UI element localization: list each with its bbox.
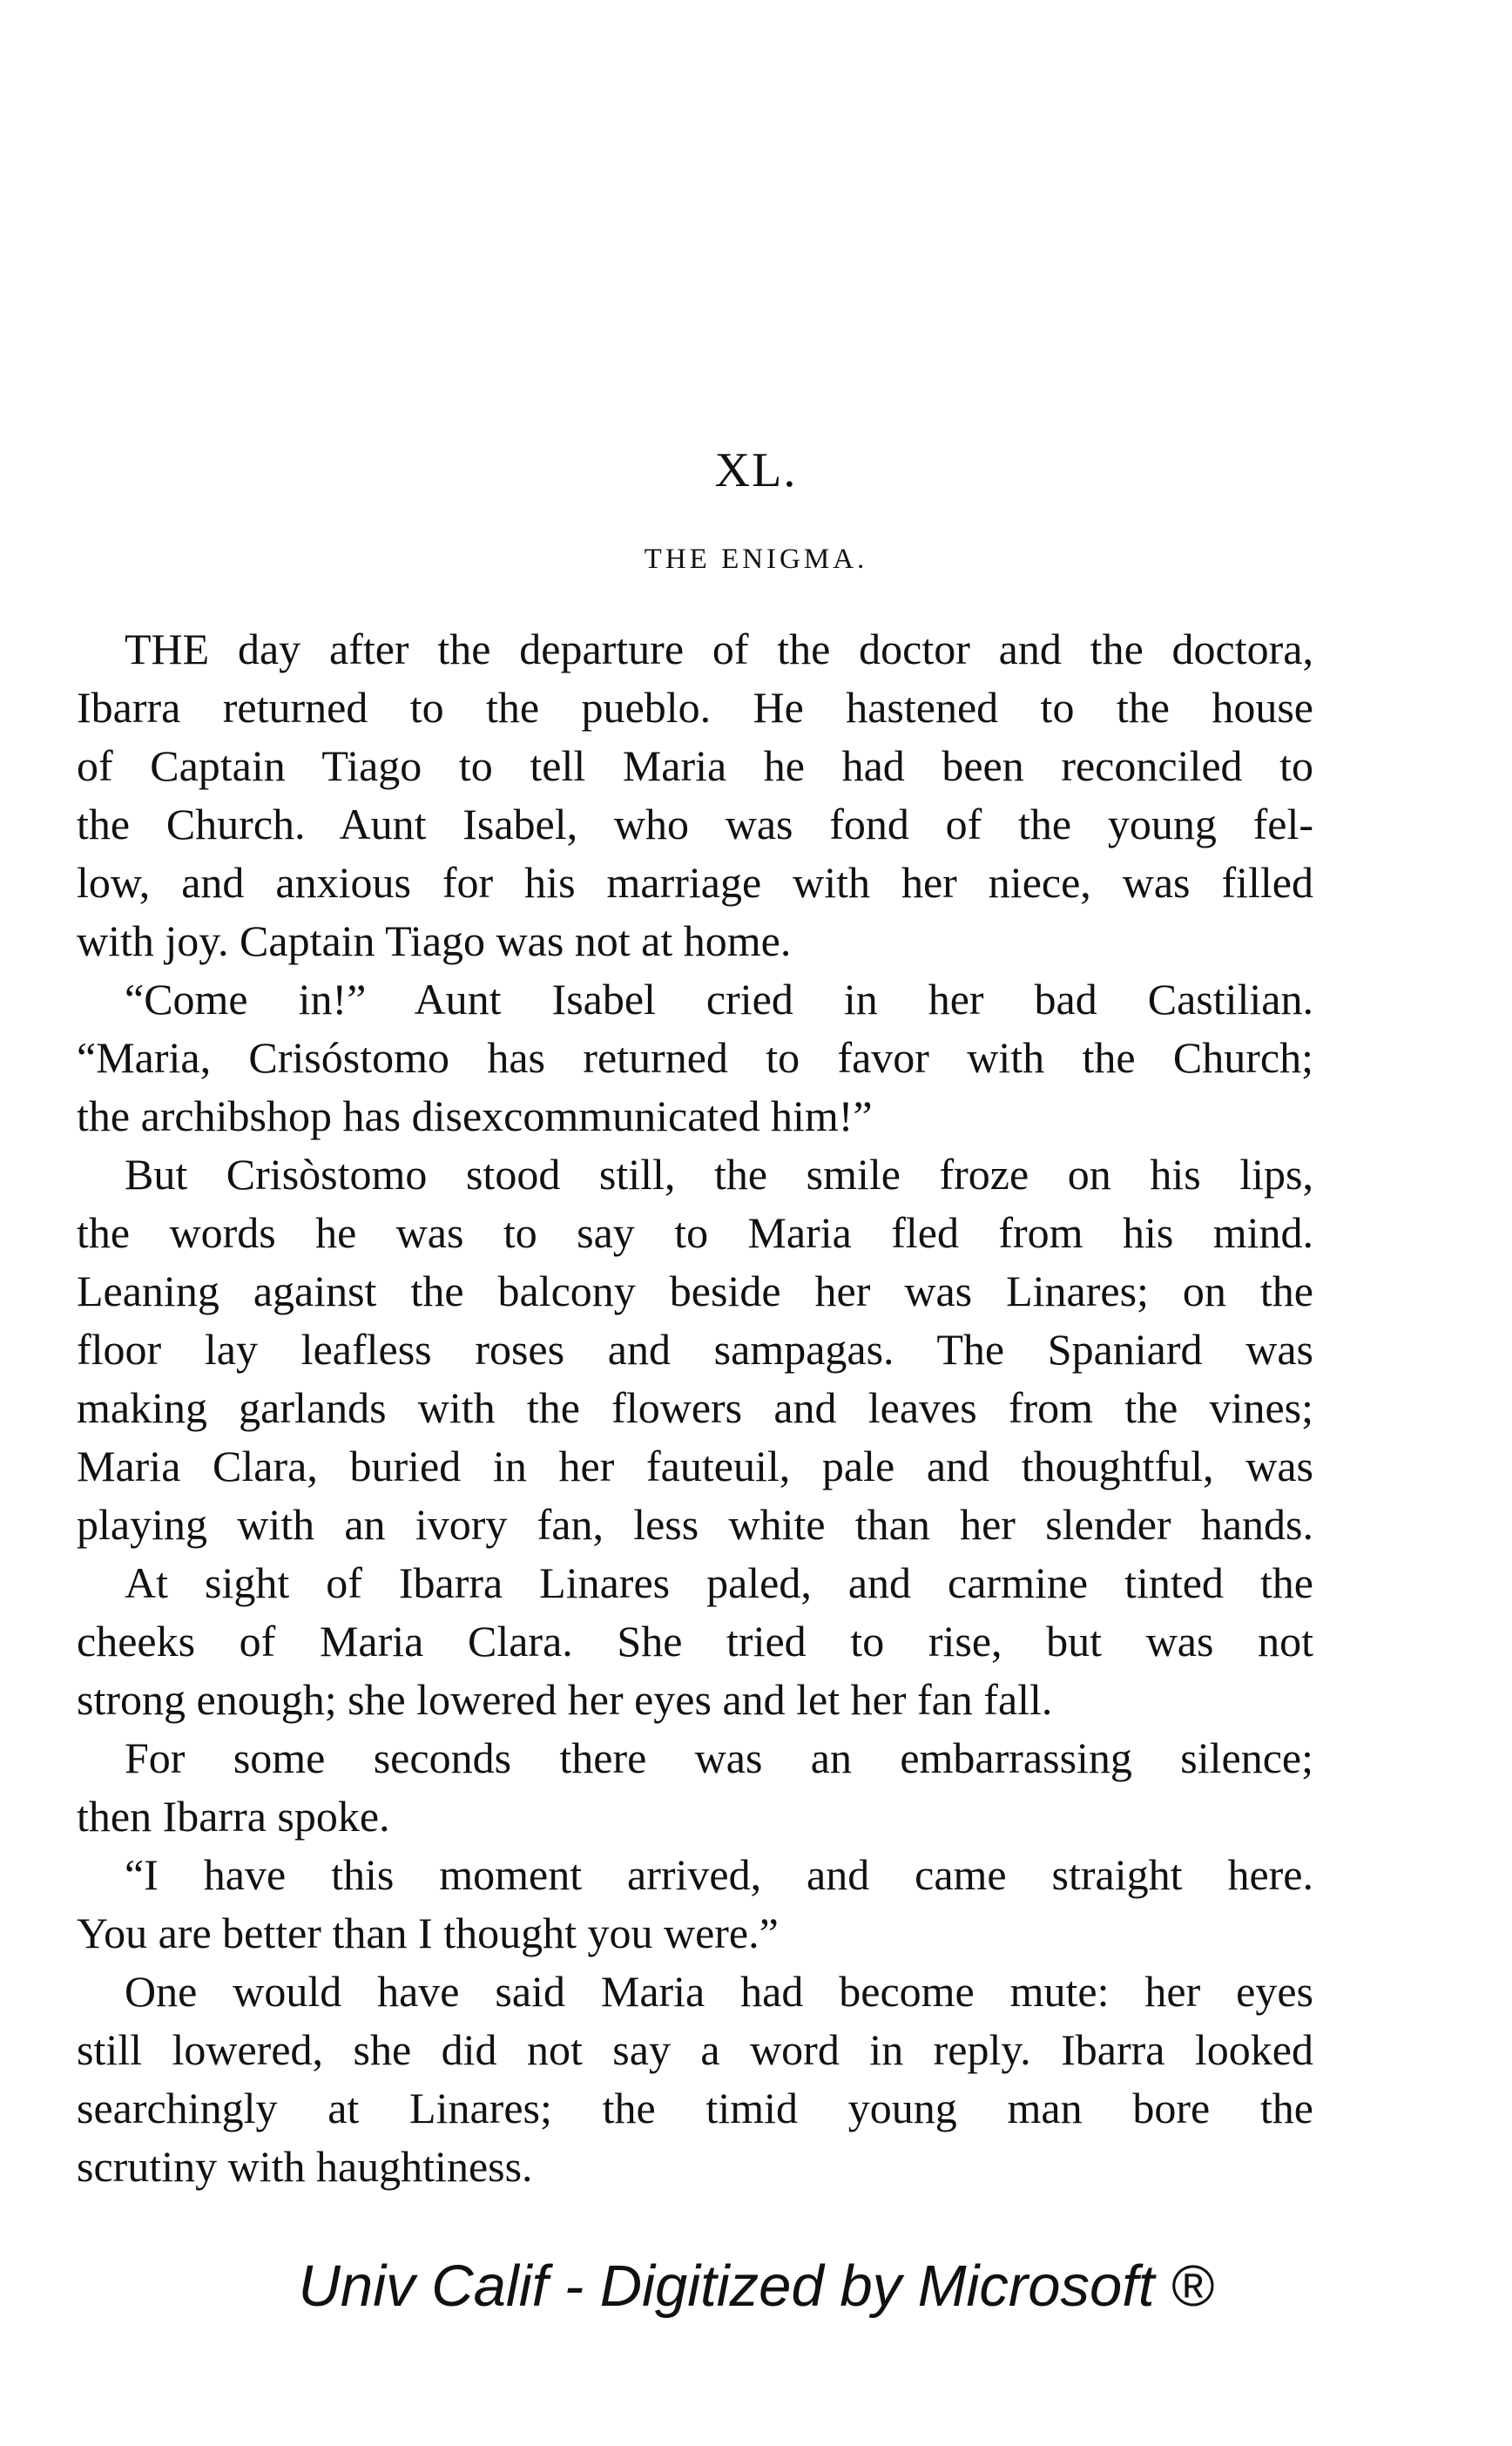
text-line: of Captain Tiago to tell Maria he had been reconciled to	[77, 741, 1313, 790]
text-line: “Maria, Crisóstomo has returned to favor with the Church;	[77, 1033, 1313, 1082]
chapter-number: XL.	[714, 443, 798, 497]
text-line: making garlands with the flowers and leaves from the vines;	[77, 1383, 1313, 1432]
text-line: then Ibarra spoke.	[77, 1792, 390, 1841]
text-line: For some seconds there was an embarrassing silence;	[125, 1733, 1313, 1782]
text-line: scrutiny with haughtiness.	[77, 2142, 533, 2191]
text-line: the archibshop has disexcommunicated him!”	[77, 1091, 873, 1140]
text-line: But Crisòstomo stood still, the smile froze on his lips,	[125, 1150, 1313, 1199]
text-line: cheeks of Maria Clara. She tried to rise, but was not	[77, 1617, 1313, 1666]
text-line: Maria Clara, buried in her fauteuil, pale and thoughtful, was	[77, 1442, 1313, 1490]
text-line: THE day after the departure of the doctor and the doctora,	[125, 625, 1313, 673]
text-line: still lowered, she did not say a word in reply. Ibarra looked	[77, 2025, 1313, 2074]
text-line: Ibarra returned to the pueblo. He hastened to the house	[77, 683, 1313, 732]
text-line: the words he was to say to Maria fled from his mind.	[77, 1208, 1313, 1257]
text-line: At sight of Ibarra Linares paled, and carmine tinted the	[125, 1558, 1313, 1607]
chapter-title: THE ENIGMA.	[644, 544, 868, 575]
text-line: One would have said Maria had become mute: her eyes	[125, 1967, 1313, 2016]
text-line: strong enough; she lowered her eyes and let her fan fall.	[77, 1675, 1053, 1724]
text-line: the Church. Aunt Isabel, who was fond of the young fel-	[77, 800, 1313, 848]
text-line: searchingly at Linares; the timid young man bore the	[77, 2084, 1313, 2132]
text-line: You are better than I thought you were.”	[77, 1909, 779, 1957]
digitization-watermark: Univ Calif - Digitized by Microsoft ®	[298, 2253, 1214, 2319]
text-line: Leaning against the balcony beside her was Linares; on the	[77, 1267, 1313, 1315]
text-line: floor lay leafless roses and sampagas. The Spaniard was	[77, 1325, 1313, 1374]
text-line: low, and anxious for his marriage with her niece, was filled	[77, 858, 1313, 907]
text-line: “I have this moment arrived, and came straight here.	[125, 1850, 1313, 1899]
body-text	[77, 620, 1313, 2196]
text-line: with joy. Captain Tiago was not at home.	[77, 916, 792, 965]
text-line: “Come in!” Aunt Isabel cried in her bad Castilian.	[125, 975, 1313, 1024]
text-line: playing with an ivory fan, less white than her slender hands.	[77, 1500, 1313, 1549]
